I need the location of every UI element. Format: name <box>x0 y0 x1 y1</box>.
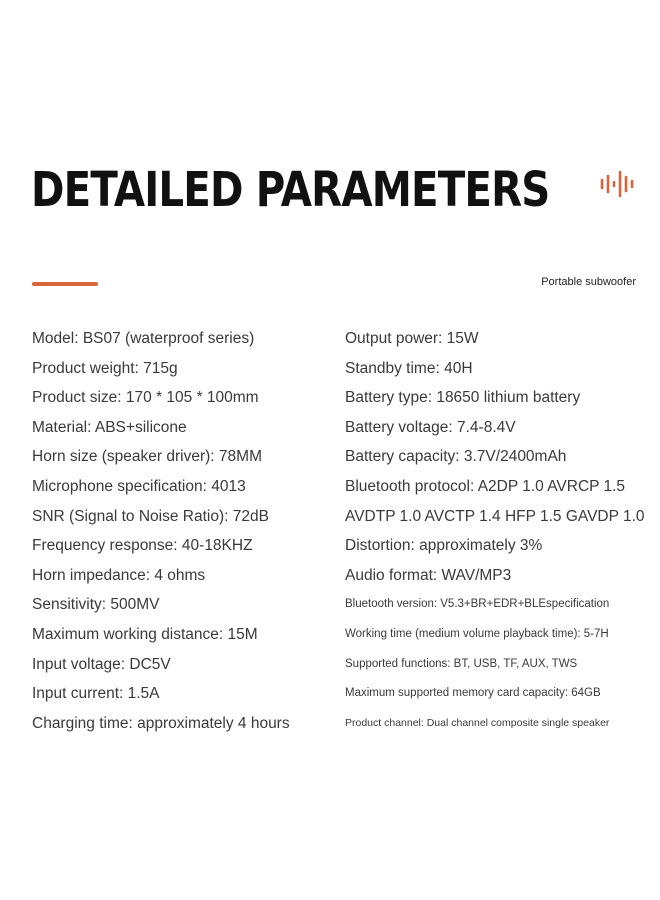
product-subtitle: Portable subwoofer <box>541 276 636 288</box>
param-size: Product size: 170 * 105 * 100mm <box>32 389 259 407</box>
param-frequency-response: Frequency response: 40-18KHZ <box>32 537 253 555</box>
param-supported-functions: Supported functions: BT, USB, TF, AUX, TWS <box>345 657 578 670</box>
param-battery-voltage: Battery voltage: 7.4-8.4V <box>345 418 516 436</box>
param-weight: Product weight: 715g <box>32 359 178 377</box>
param-memory-card: Maximum supported memory card capacity: 64GB <box>345 687 601 700</box>
param-bluetooth-protocol: Bluetooth protocol: A2DP 1.0 AVRCP 1.5 <box>345 477 626 495</box>
parameters-left-column <box>32 324 332 738</box>
param-input-voltage: Input voltage: DC5V <box>32 655 171 673</box>
param-microphone: Microphone specification: 4013 <box>32 477 246 495</box>
page-title: DETAILED PARAMETERS <box>31 162 550 218</box>
param-material: Material: ABS+silicone <box>32 418 187 436</box>
param-distortion: Distortion: approximately 3% <box>345 537 543 555</box>
param-sensitivity: Sensitivity: 500MV <box>32 596 160 614</box>
param-bluetooth-protocol-cont: AVDTP 1.0 AVCTP 1.4 HFP 1.5 GAVDP 1.0 <box>345 507 645 525</box>
param-standby-time: Standby time: 40H <box>345 359 473 377</box>
param-battery-capacity: Battery capacity: 3.7V/2400mAh <box>345 448 567 466</box>
param-bluetooth-version: Bluetooth version: V5.3+BR+EDR+BLEspecification <box>345 598 610 611</box>
param-snr: SNR (Signal to Noise Ratio): 72dB <box>32 507 269 525</box>
param-model: Model: BS07 (waterproof series) <box>32 330 255 347</box>
param-battery-type: Battery type: 18650 lithium battery <box>345 389 581 407</box>
accent-divider <box>32 282 98 286</box>
param-input-current: Input current: 1.5A <box>32 685 160 703</box>
param-audio-format: Audio format: WAV/MP3 <box>345 566 512 584</box>
param-charging-time: Charging time: approximately 4 hours <box>32 714 290 732</box>
param-horn-size: Horn size (speaker driver): 78MM <box>32 448 262 466</box>
param-product-channel: Product channel: Dual channel composite single speaker <box>345 716 610 729</box>
param-working-time: Working time (medium volume playback time): 5-7H <box>345 627 609 640</box>
sound-wave-icon <box>600 170 638 198</box>
parameters-right-column <box>345 324 650 738</box>
param-output-power: Output power: 15W <box>345 330 479 347</box>
param-working-distance: Maximum working distance: 15M <box>32 625 258 643</box>
param-horn-impedance: Horn impedance: 4 ohms <box>32 566 206 584</box>
